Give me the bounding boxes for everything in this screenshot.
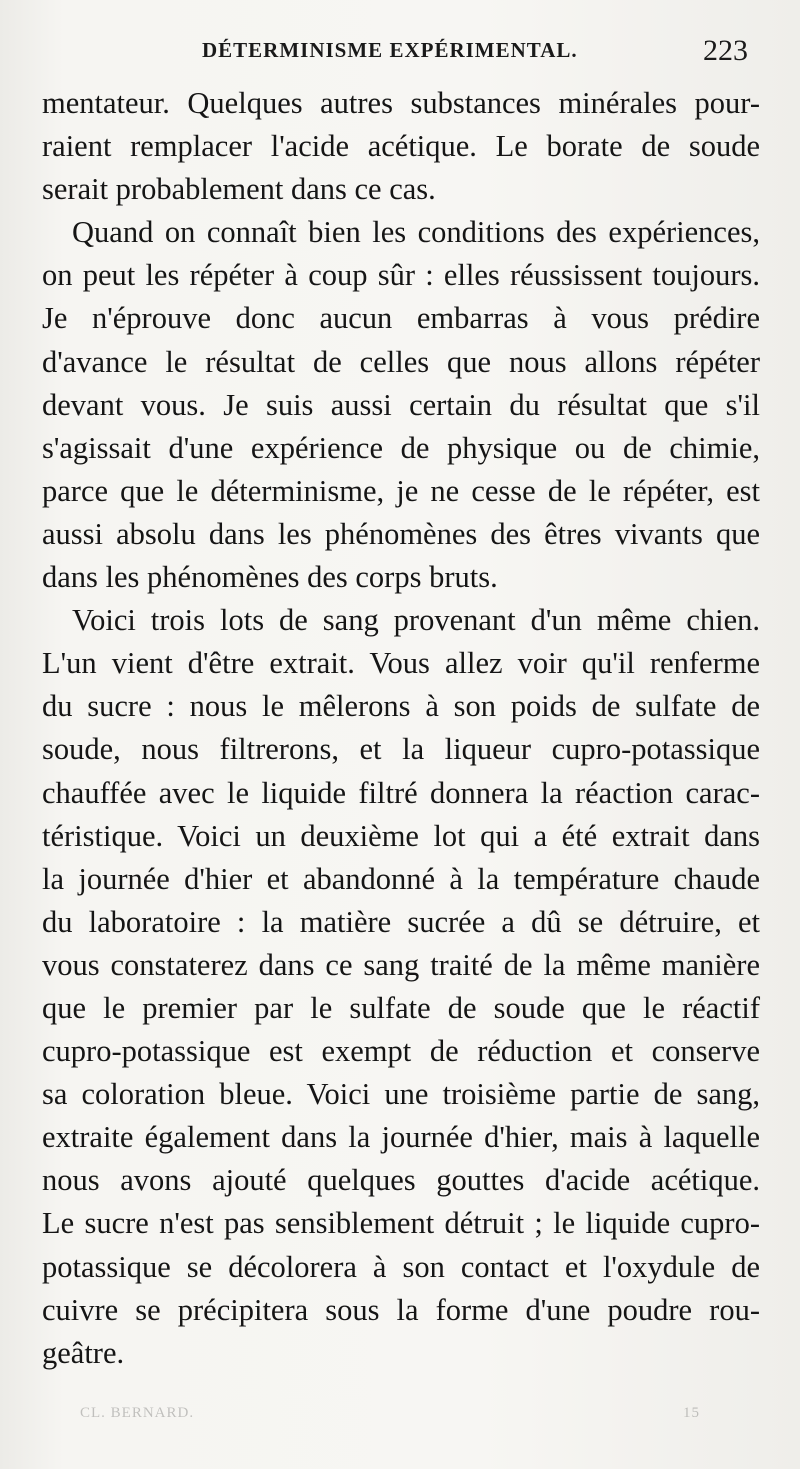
page-footer <box>80 1405 700 1429</box>
text-line: mentateur. Quelques autres substances minérales pour- <box>42 86 760 120</box>
text-line: nous avons ajouté quelques gouttes d'acide acétique. <box>42 1163 760 1198</box>
text-line: serait probablement dans ce cas. <box>42 172 436 207</box>
page-header <box>40 34 752 74</box>
text-line: potassique se décolorera à son contact et l'oxydule de <box>42 1249 760 1284</box>
text-line: parce que le déterminisme, je ne cesse de le répéter, est <box>42 473 760 508</box>
text-line: téristique. Voici un deuxième lot qui a été extrait dans <box>42 818 760 853</box>
text-line: du laboratoire : la matière sucrée a dû se détruire, et <box>42 904 760 939</box>
text-line: la journée d'hier et abandonné à la température chaude <box>42 861 760 896</box>
body-text <box>42 82 760 1375</box>
paragraph-start-line: Quand on connaît bien les conditions des expériences, <box>72 215 760 250</box>
text-line: Le sucre n'est pas sensiblement détruit ; le liquide cupro- <box>42 1206 760 1241</box>
text-line: raient remplacer l'acide acétique. Le borate de soude <box>42 129 760 164</box>
text-line: sa coloration bleue. Voici une troisième partie de sang, <box>42 1077 760 1112</box>
text-line: cupro-potassique est exempt de réduction et conserve <box>42 1034 760 1069</box>
text-line: du sucre : nous le mêlerons à son poids de sulfate de <box>42 689 760 724</box>
text-line: que le premier par le sulfate de soude que le réactif <box>42 990 760 1025</box>
text-line: chauffée avec le liquide filtré donnera la réaction carac- <box>42 775 760 810</box>
text-line: s'agissait d'une expérience de physique ou de chimie, <box>42 430 760 465</box>
text-line: devant vous. Je suis aussi certain du résultat que s'il <box>42 387 760 422</box>
paragraph-start-line: Voici trois lots de sang provenant d'un même chien. <box>72 603 760 638</box>
footer-sheet-number: 15 <box>683 1405 700 1421</box>
text-line: dans les phénomènes des corps bruts. <box>42 560 498 595</box>
text-line: soude, nous filtrerons, et la liqueur cupro-potassique <box>42 732 760 767</box>
text-line: on peut les répéter à coup sûr : elles réussissent toujours. <box>42 258 760 293</box>
footer-signature: CL. BERNARD. <box>80 1405 195 1421</box>
page-number: 223 <box>703 34 748 67</box>
text-line: extraite également dans la journée d'hier, mais à laquelle <box>42 1120 760 1155</box>
running-title: DÉTERMINISME EXPÉRIMENTAL. <box>202 38 578 62</box>
text-line: L'un vient d'être extrait. Vous allez voir qu'il renferme <box>42 646 760 681</box>
text-line: d'avance le résultat de celles que nous allons répéter <box>42 344 760 379</box>
text-line: aussi absolu dans les phénomènes des êtres vivants que <box>42 516 760 551</box>
text-line: geâtre. <box>42 1335 125 1370</box>
text-line: vous constaterez dans ce sang traité de la même manière <box>42 947 760 982</box>
text-line: cuivre se précipitera sous la forme d'une poudre rou- <box>42 1292 760 1327</box>
text-line: Je n'éprouve donc aucun embarras à vous prédire <box>42 301 760 336</box>
